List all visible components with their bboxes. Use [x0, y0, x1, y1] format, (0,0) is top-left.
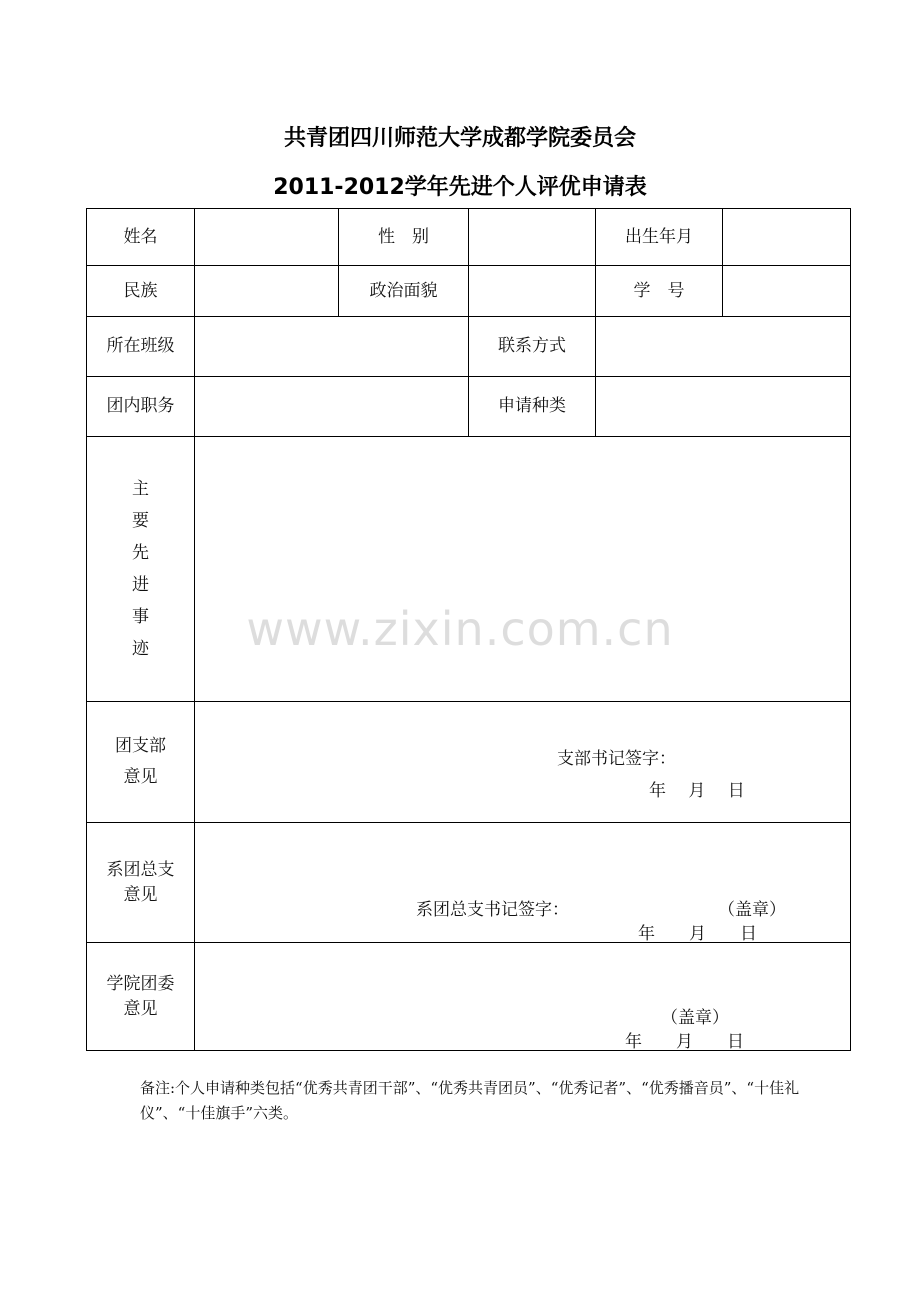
dept-date: 年 月 日: [638, 924, 757, 944]
birth-label: 出生年月: [625, 226, 693, 247]
dept-seal: （盖章）: [718, 900, 786, 920]
branch-opinion-field[interactable]: [195, 702, 850, 822]
class-label: 所在班级: [106, 336, 175, 357]
name-field[interactable]: [195, 209, 338, 265]
birth-field[interactable]: [723, 209, 850, 265]
college-label-line2: 意见: [123, 998, 158, 1019]
deeds-char: 迹: [132, 639, 149, 659]
contact-label: 联系方式: [498, 336, 566, 357]
college-date: 年 月 日: [625, 1032, 744, 1052]
college-opinion-label: [87, 943, 194, 1050]
footnote: 备注:个人申请种类包括“优秀共青团干部”、“优秀共青团员”、“优秀记者”、“优秀播音员”、“十佳礼仪”、“十佳旗手”六类。: [140, 1079, 800, 1122]
dept-label-line1: 系团总支: [106, 859, 175, 880]
college-seal: （盖章）: [661, 1008, 729, 1028]
branch-label-line1: 团支部: [115, 736, 166, 756]
main-deeds-field[interactable]: [195, 437, 850, 701]
org-title: 共青团四川师范大学成都学院委员会: [283, 126, 636, 151]
deeds-char: 事: [132, 607, 149, 627]
dept-opinion-label: [87, 823, 194, 942]
student-id-field[interactable]: [723, 266, 850, 316]
class-field[interactable]: [195, 317, 468, 376]
form-title: 2011-2012学年先进个人评优申请表: [273, 175, 647, 200]
dept-secretary-signature: 系团总支书记签字：: [416, 900, 569, 920]
ethnicity-field[interactable]: [195, 266, 338, 316]
gender-label: 性 别: [378, 226, 429, 247]
name-label: 姓名: [123, 226, 158, 247]
main-deeds-label: [87, 437, 194, 701]
application-category-label: 申请种类: [498, 396, 566, 417]
gender-field[interactable]: [469, 209, 595, 265]
college-label-line1: 学院团委: [106, 973, 175, 994]
deeds-char: 主: [132, 479, 149, 499]
dept-label-line2: 意见: [123, 884, 158, 905]
league-position-label: 团内职务: [106, 396, 175, 417]
deeds-char: 要: [132, 511, 149, 531]
political-status-field[interactable]: [469, 266, 595, 316]
political-status-label: 政治面貌: [369, 280, 438, 301]
contact-field[interactable]: [596, 317, 850, 376]
branch-date: 年 月 日: [649, 781, 745, 801]
branch-opinion-label: [87, 702, 194, 822]
deeds-char: 进: [132, 575, 149, 595]
ethnicity-label: 民族: [123, 280, 158, 301]
league-position-field[interactable]: [195, 377, 468, 436]
application-category-field[interactable]: [596, 377, 850, 436]
college-opinion-field[interactable]: [195, 943, 850, 1050]
watermark: www.zixin.com.cn: [246, 602, 674, 656]
branch-secretary-signature: 支部书记签字：: [557, 749, 676, 769]
deeds-char: 先: [132, 543, 149, 563]
branch-label-line2: 意见: [123, 767, 158, 787]
student-id-label: 学 号: [633, 280, 685, 301]
